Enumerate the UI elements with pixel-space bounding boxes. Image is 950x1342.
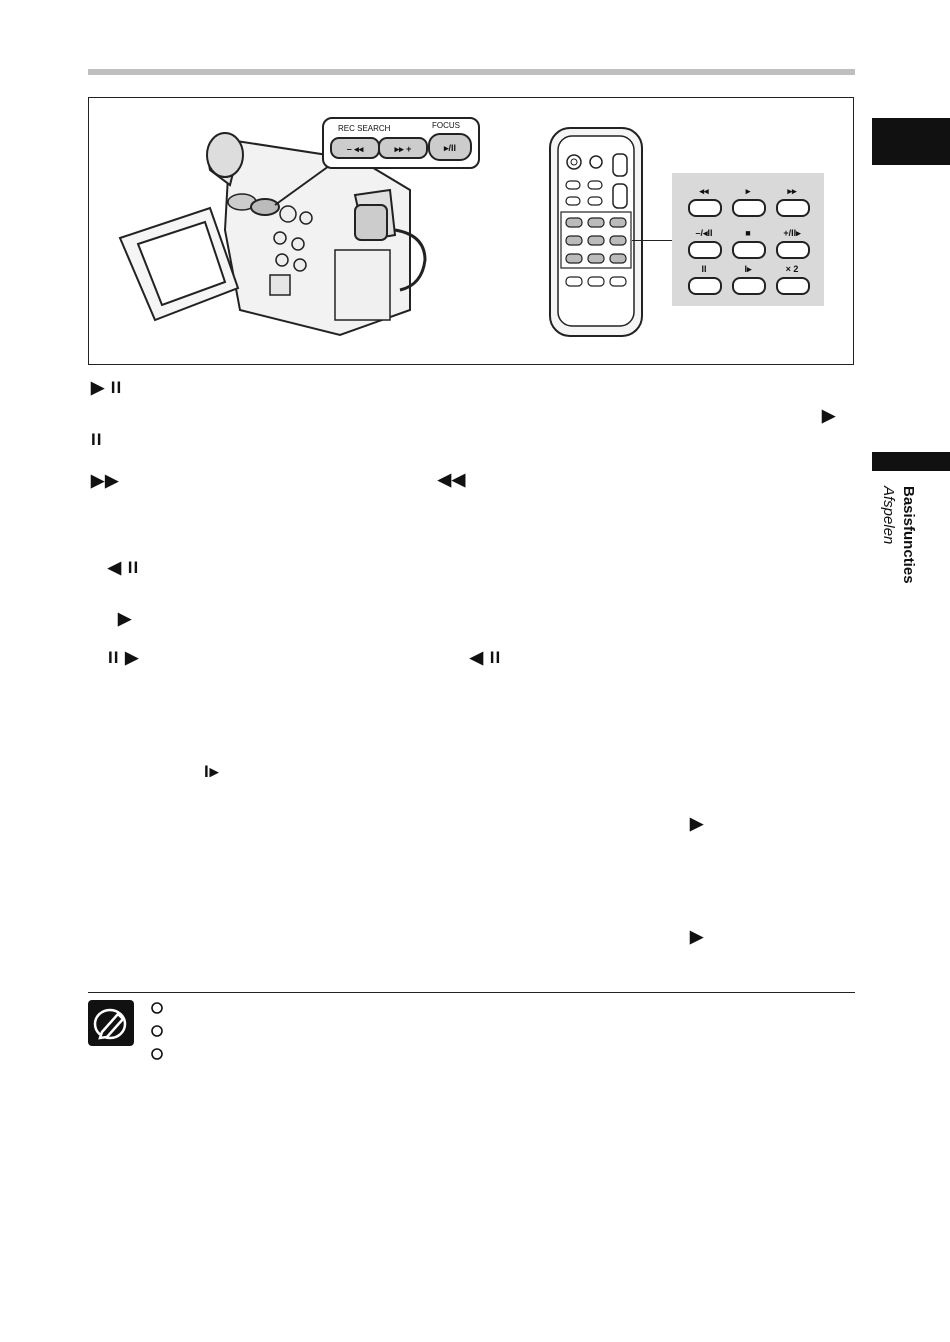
subsection-title: Afspelen bbox=[880, 486, 897, 545]
remote-panel-label: × 2 bbox=[785, 264, 799, 274]
pause-symbol: II bbox=[91, 430, 103, 449]
play-symbol: ▶ bbox=[690, 814, 705, 833]
remote-callout-line bbox=[632, 240, 672, 241]
pencil-note-icon bbox=[88, 1000, 134, 1046]
play-symbol: ▶ bbox=[118, 609, 133, 628]
remote-panel-label: ◂◂ bbox=[699, 186, 709, 196]
frame-back-symbol: ◀ II bbox=[470, 648, 502, 667]
remote-panel-label: I▸ bbox=[744, 264, 752, 274]
remote-panel-button[interactable] bbox=[732, 199, 766, 217]
play-pause-symbol: ▶ II bbox=[91, 378, 123, 397]
rec-search-label: REC SEARCH bbox=[338, 124, 391, 133]
rewind-minus-button[interactable]: – ◂◂ bbox=[330, 137, 380, 159]
note-bullet bbox=[150, 1047, 164, 1061]
remote-panel-button[interactable] bbox=[732, 241, 766, 259]
remote-panel-button[interactable] bbox=[776, 241, 810, 259]
slow-symbol: I▸ bbox=[204, 762, 220, 781]
section-tab bbox=[872, 452, 950, 471]
notes-rule bbox=[88, 992, 855, 993]
play-symbol: ▶ bbox=[822, 406, 837, 425]
remote-panel-label: II bbox=[701, 264, 707, 274]
remote-panel-label: ■ bbox=[745, 228, 751, 238]
section-title: Basisfuncties bbox=[900, 486, 917, 584]
play-symbol: ▶ bbox=[690, 927, 705, 946]
note-bullet bbox=[150, 1024, 164, 1038]
remote-panel-button[interactable] bbox=[776, 199, 810, 217]
rewind-symbol: ◀◀ bbox=[438, 470, 467, 489]
remote-panel-button[interactable] bbox=[732, 277, 766, 295]
fast-forward-symbol: ▶▶ bbox=[91, 471, 120, 490]
remote-panel-label: +/II▸ bbox=[783, 228, 801, 238]
remote-panel-button[interactable] bbox=[688, 277, 722, 295]
remote-panel-label: ▸▸ bbox=[787, 186, 797, 196]
note-bullet bbox=[150, 1001, 164, 1015]
top-rule bbox=[88, 69, 855, 75]
side-section-label bbox=[874, 486, 918, 616]
play-pause-button[interactable]: ▸/II bbox=[428, 133, 472, 161]
button-callout bbox=[322, 117, 480, 169]
remote-panel-button[interactable] bbox=[688, 199, 722, 217]
chapter-tab bbox=[872, 118, 950, 165]
frame-back-symbol: ◀ II bbox=[108, 558, 140, 577]
remote-panel-label: ▸ bbox=[745, 186, 751, 196]
frame-forward-symbol: II ▶ bbox=[108, 648, 140, 667]
remote-panel-label: –/◂II bbox=[695, 228, 713, 238]
remote-control-illustration bbox=[548, 126, 648, 341]
focus-label: FOCUS bbox=[432, 121, 460, 130]
remote-panel-button[interactable] bbox=[776, 277, 810, 295]
fast-forward-plus-button[interactable]: ▸▸ + bbox=[378, 137, 428, 159]
remote-panel-button[interactable] bbox=[688, 241, 722, 259]
